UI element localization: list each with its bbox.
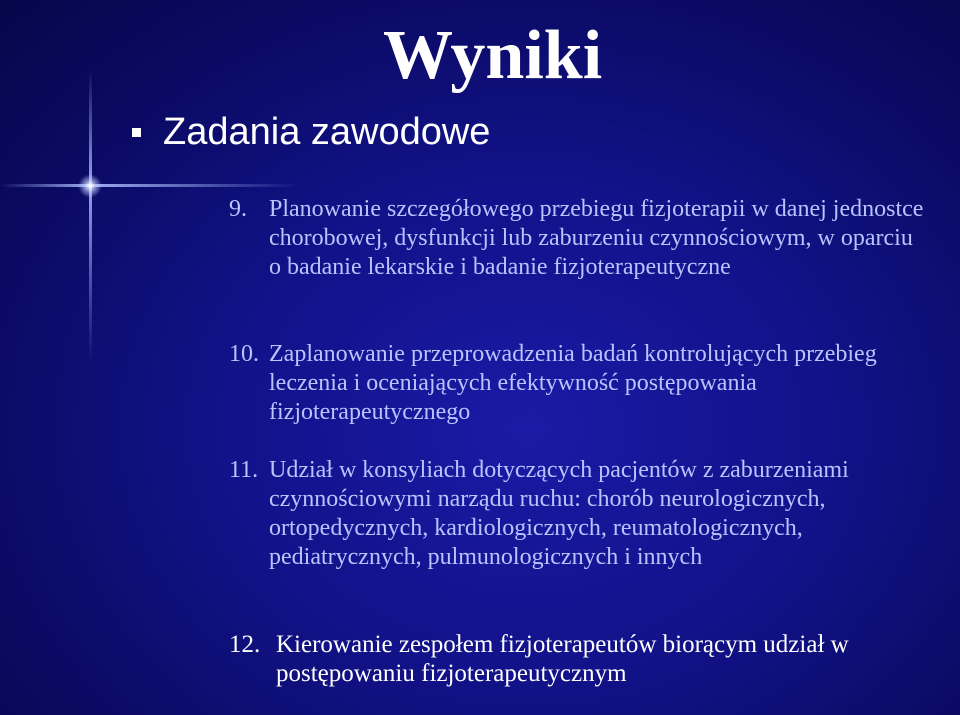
list-item xyxy=(229,456,929,572)
item-text: Zaplanowanie przeprowadzenia badań kontrolujących przebieg leczenia i oceniających efektywność postępowania fizjoterapeutycznego xyxy=(269,341,877,425)
item-number: 10. xyxy=(229,341,259,367)
star-flare-vertical xyxy=(89,70,92,360)
item-text: Udział w konsyliach dotyczących pacjentów z zaburzeniami czynnościowymi narządu ruchu: chorób neurologicznych, ortopedycznych, kardiologicznych, reumatologicznych, pediatrycznych, pulmunologicznych i innych xyxy=(269,457,849,570)
list-item xyxy=(229,195,929,282)
subheading-text: Zadania zawodowe xyxy=(163,111,491,153)
star-icon xyxy=(78,174,102,198)
item-number: 11. xyxy=(229,457,259,483)
item-text: Kierowanie zespołem fizjoterapeutów biorącym udział w postępowaniu fizjoterapeutycznym xyxy=(276,631,849,687)
square-bullet-icon xyxy=(132,128,141,137)
item-text: Planowanie szczegółowego przebiegu fizjoterapii w danej jednostce chorobowej, dysfunkcji lub zaburzeniu czynnościowym, w oparciu o badanie lekarskie i badanie fizjoterapeutyczne xyxy=(269,196,924,280)
list-item xyxy=(229,630,929,688)
star-flare-horizontal xyxy=(0,184,300,187)
subheading xyxy=(128,108,490,156)
slide-title: Wyniki xyxy=(383,17,603,94)
item-number: 9. xyxy=(229,196,247,222)
list-item xyxy=(229,340,929,427)
item-number: 12. xyxy=(229,631,261,658)
